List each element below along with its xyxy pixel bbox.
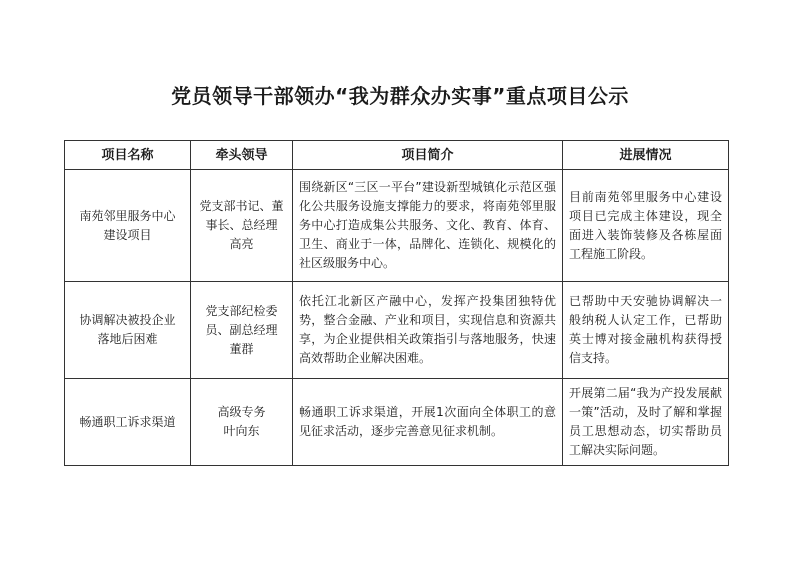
project-name-cell: [65, 282, 191, 379]
progress-cell: 已帮助中天安驰协调解决一般纳税人认定工作，已帮助英士博对接金融机构获得授信支持。: [563, 282, 729, 379]
lead-line: 高亮: [229, 237, 254, 251]
lead-line: 高级专务: [217, 405, 266, 419]
project-name-line: 落地后困难: [97, 332, 158, 346]
lead-line: 叶向东: [223, 424, 260, 438]
project-table: [64, 140, 729, 466]
header-lead: 牵头领导: [191, 141, 293, 170]
header-project-name: 项目名称: [65, 141, 191, 170]
lead-line: 董群: [229, 341, 254, 356]
lead-line: 党支部纪检委: [205, 303, 278, 318]
lead-line: 党支部书记、董: [199, 199, 284, 213]
project-name-line: 南苑邻里服务中心: [79, 208, 176, 223]
table-row: [65, 170, 729, 282]
lead-cell: [191, 379, 293, 466]
progress-cell: 目前南苑邻里服务中心建设项目已完成主体建设，现全面进入装饰装修及各栋屋面工程施工阶段。: [563, 170, 729, 282]
table-row: [65, 379, 729, 466]
project-name-cell: [65, 379, 191, 466]
header-intro: 项目简介: [293, 141, 563, 170]
lead-cell: [191, 282, 293, 379]
progress-cell: 开展第二届“我为产投发展献一策”活动，及时了解和掌握员工思想动态，切实帮助员工解决实际问题。: [563, 379, 729, 466]
lead-line: 员、副总经理: [205, 322, 278, 337]
intro-cell: 依托江北新区产融中心，发挥产投集团独特优势，整合金融、产业和项目，实现信息和资源共享，为企业提供相关政策指引与落地服务，快速高效帮助企业解决困难。: [293, 282, 563, 379]
intro-cell: 畅通职工诉求渠道，开展1次面向全体职工的意见征求活动，逐步完善意见征求机制。: [293, 379, 563, 466]
header-progress: 进展情况: [563, 141, 729, 170]
project-name-cell: [65, 170, 191, 282]
lead-line: 事长、总经理: [205, 218, 278, 232]
document-title: 党员领导干部领办“我为群众办实事”重点项目公示: [171, 84, 629, 108]
lead-cell: [191, 170, 293, 282]
project-name-line: 协调解决被投企业: [79, 313, 176, 327]
table-row: [65, 282, 729, 379]
intro-cell: 围绕新区“三区一平台”建设新型城镇化示范区强化公共服务设施支撑能力的要求，将南苑邻里服务中心打造成集公共服务、文化、教育、体育、卫生、商业于一体，品牌化、连锁化、规模化的社区级服务中心。: [293, 170, 563, 282]
project-name-line: 建设项目: [103, 227, 152, 242]
project-name-line: 畅通职工诉求渠道: [79, 414, 176, 429]
table-header-row: [65, 141, 729, 170]
